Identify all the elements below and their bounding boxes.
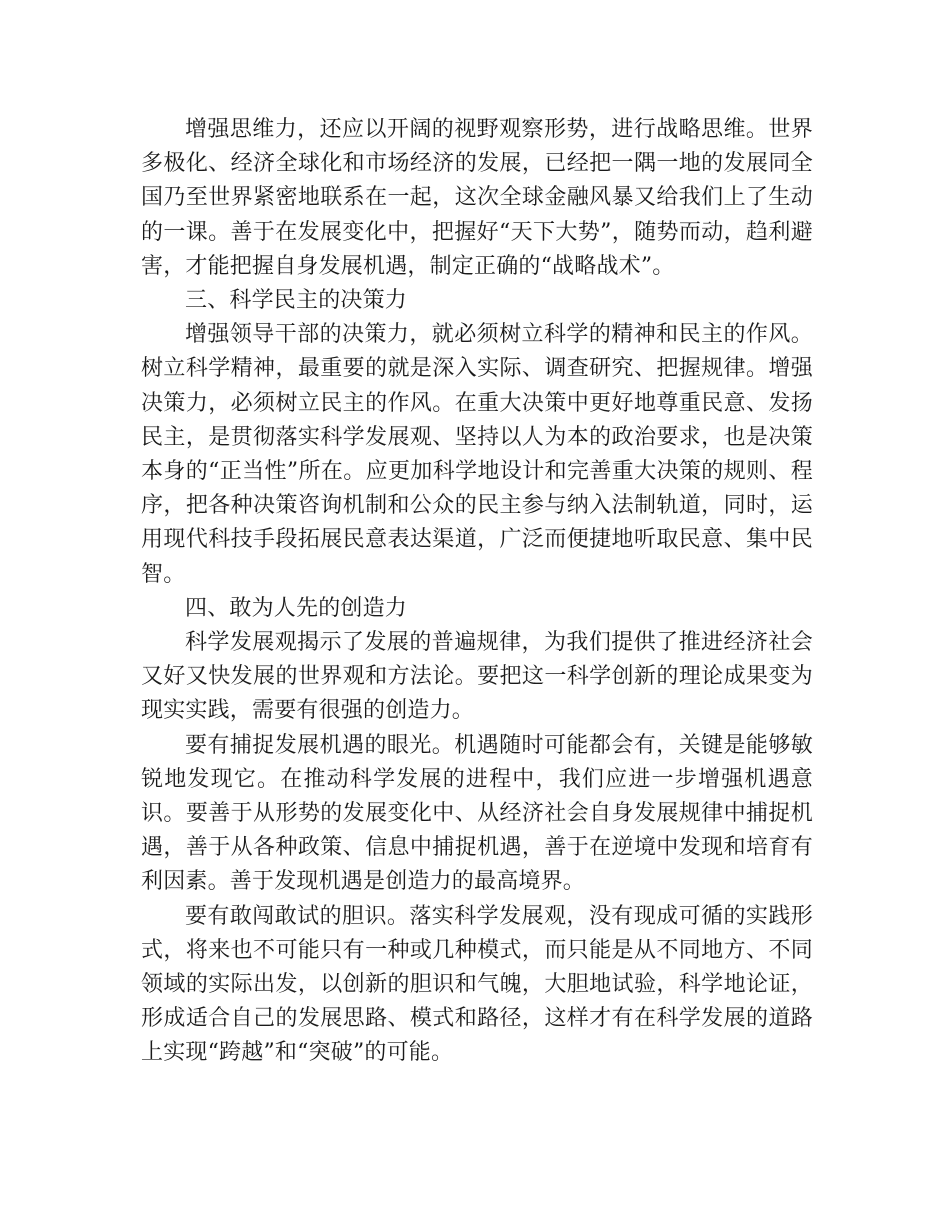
document-page — [141, 113, 813, 1071]
paragraph-creativity-intro: 科学发展观揭示了发展的普遍规律，为我们提供了推进经济社会又好又快发展的世界观和方法论。要把这一科学创新的理论成果变为现实实践，需要有很强的创造力。 — [141, 630, 813, 724]
section-heading-creativity: 四、敢为人先的创造力 — [185, 595, 408, 621]
section-heading-decision: 三、科学民主的决策力 — [185, 288, 408, 314]
paragraph-strategic-thinking: 增强思维力，还应以开阔的视野观察形势，进行战略思维。世界多极化、经济全球化和市场经济的发展，已经把一隅一地的发展同全国乃至世界紧密地联系在一起，这次全球金融风暴又给我们上了生动的一课。善于在发展变化中，把握好“天下大势”，随势而动，趋利避害，才能把握自身发展机遇，制定正确的“战略战术”。 — [141, 117, 813, 279]
paragraph-decision-making: 增强领导干部的决策力，就必须树立科学的精神和民主的作风。树立科学精神，最重要的就是深入实际、调查研究、把握规律。增强决策力，必须树立民主的作风。在重大决策中更好地尊重民意、发扬民主，是贯彻落实科学发展观、坚持以人为本的政治要求，也是决策本身的“正当性”所在。应更加科学地设计和完善重大决策的规则、程序，把各种决策咨询机制和公众的民主参与纳入法制轨道，同时，运用现代科技手段拓展民意表达渠道，广泛而便捷地听取民意、集中民智。 — [141, 322, 813, 587]
paragraph-opportunity: 要有捕捉发展机遇的眼光。机遇随时可能都会有，关键是能够敏锐地发现它。在推动科学发展的进程中，我们应进一步增强机遇意识。要善于从形势的发展变化中、从经济社会自身发展规律中捕捉机遇，善于从各种政策、信息中捕捉机遇，善于在逆境中发现和培育有利因素。善于发现机遇是创造力的最高境界。 — [141, 732, 813, 895]
paragraph-courage: 要有敢闯敢试的胆识。落实科学发展观，没有现成可循的实践形式，将来也不可能只有一种或几种模式，而只能是从不同地方、不同领域的实际出发，以创新的胆识和气魄，大胆地试验，科学地论证，形成适合自己的发展思路、模式和路径，这样才有在科学发展的道路上实现“跨越”和“突破”的可能。 — [141, 903, 813, 1066]
